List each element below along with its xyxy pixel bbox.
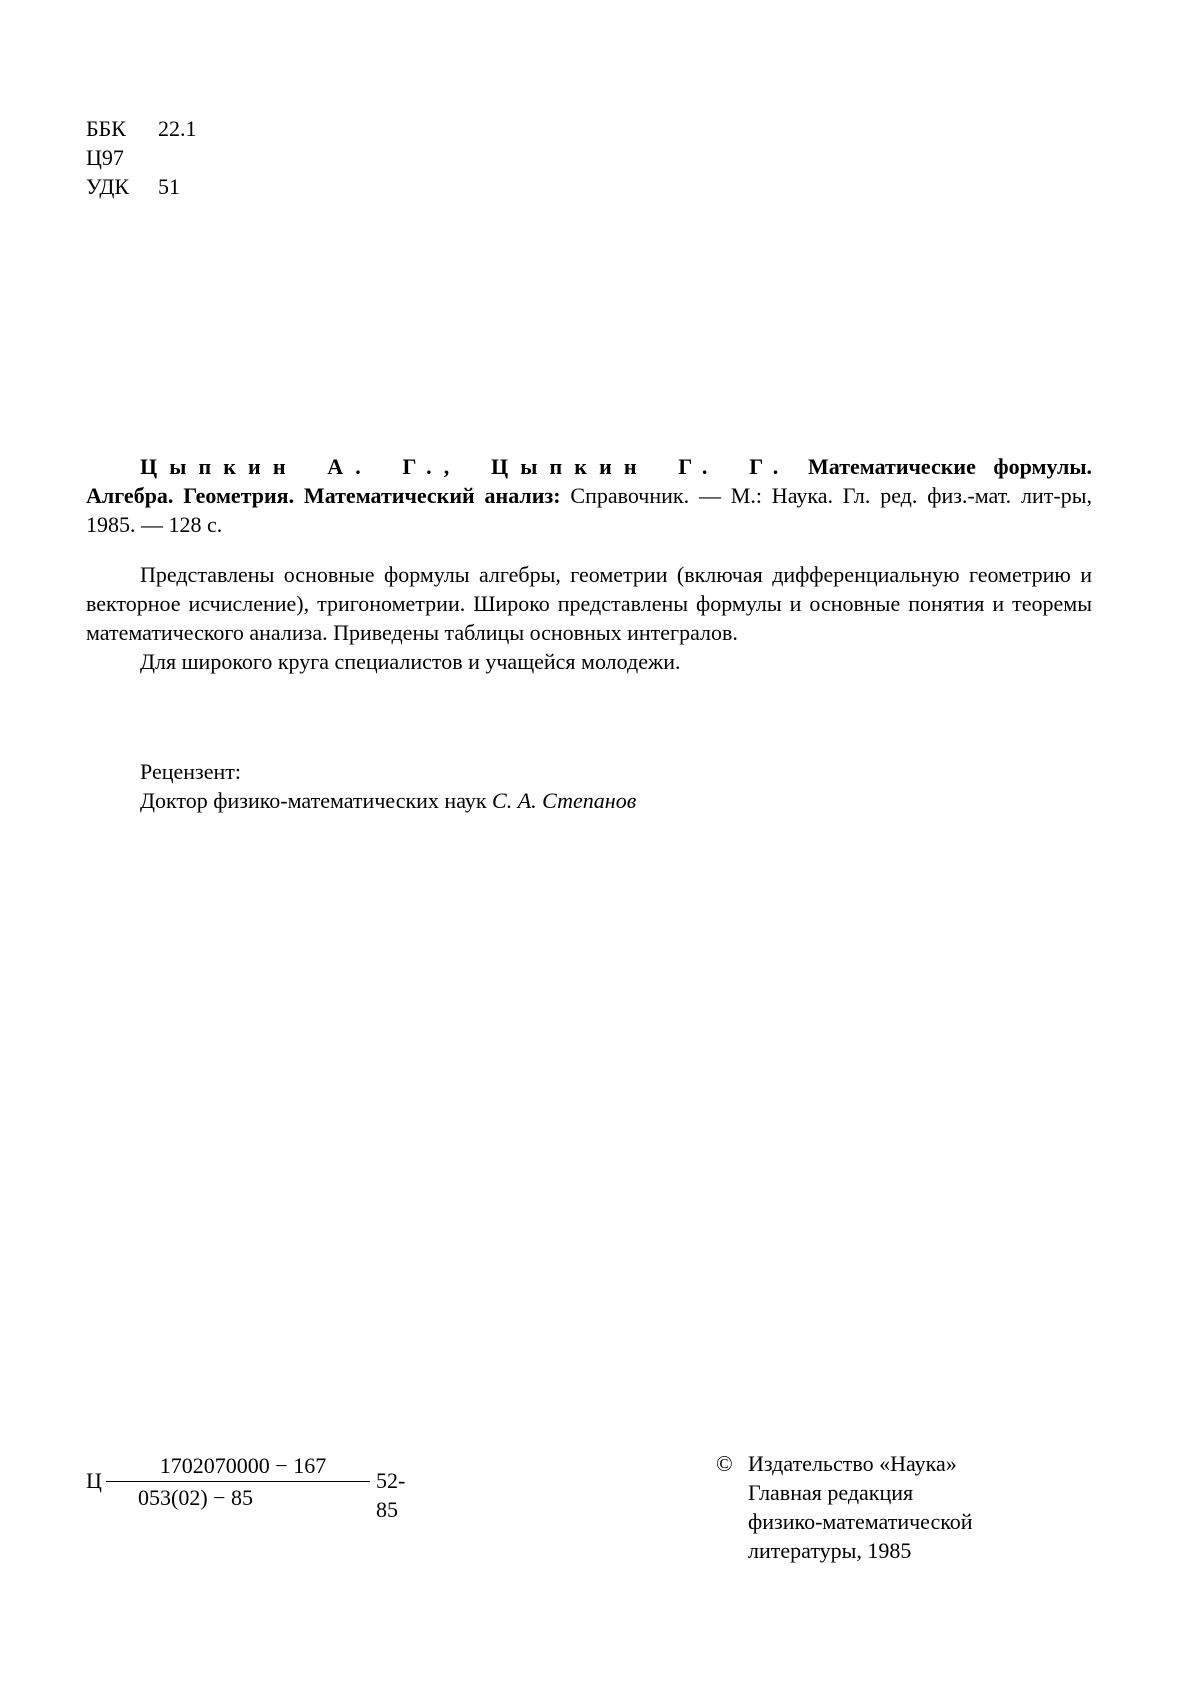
reviewer-label: Рецензент:: [140, 759, 241, 784]
bibliographic-description: [86, 452, 1092, 539]
classification-codes: [86, 114, 197, 201]
code-row-author-mark: [86, 143, 197, 172]
copyright-line: физико-математической: [748, 1509, 973, 1534]
fraction-bar: [106, 1481, 370, 1482]
code-value: 51: [158, 174, 180, 199]
authors: Цыпкин А. Г., Цыпкин Г. Г.: [140, 454, 791, 479]
code-row-bbk: [86, 114, 197, 143]
fraction-denominator: 053(02) − 85: [138, 1485, 254, 1510]
publishing-index: [86, 1452, 406, 1532]
copyright-line: Издательство «Наука»: [748, 1451, 957, 1476]
code-key: УДК: [86, 174, 130, 199]
index-letter: Ц: [86, 1468, 102, 1493]
annotation-paragraph: Представлены основные формулы алгебры, геометрии (включая дифференциальную геометрию и векторное исчисление), тригонометрии. Широко представлены формулы и основные понятия и теоремы математического анализа. Приведены таблицы основных интегралов.: [86, 562, 1092, 645]
publication-details: Справочник. — М.: Наука. Гл. ред. физ.-мат. лит-ры, 1985. — 128 с.: [86, 483, 1092, 537]
copyright-line: литературы, 1985: [748, 1538, 912, 1563]
bibliographic-paragraph: [86, 452, 1092, 539]
reviewer-name: С. А. Степанов: [492, 788, 637, 813]
audience-paragraph: Для широкого круга специалистов и учащейся молодежи.: [140, 649, 681, 674]
code-row-udk: [86, 172, 197, 201]
copyright-line: Главная редакция: [748, 1480, 914, 1505]
copyright-icon: ©: [716, 1451, 733, 1476]
book-title: Математические формулы. Алгебра. Геометрия. Математический анализ:: [86, 454, 1092, 508]
copyright-lines: [748, 1449, 1068, 1565]
code-key: Ц97: [86, 145, 124, 170]
reviewer-title: Доктор физико-математических наук: [140, 788, 487, 813]
index-suffix: 52-85: [376, 1468, 406, 1522]
fraction-numerator: 1702070000 − 167: [159, 1453, 327, 1478]
code-value: 22.1: [158, 116, 197, 141]
reviewer-line: [140, 786, 636, 815]
index-fraction: [106, 1452, 370, 1512]
code-key: ББК: [86, 116, 126, 141]
reviewer-block: [140, 757, 636, 815]
annotation: [86, 560, 1092, 676]
